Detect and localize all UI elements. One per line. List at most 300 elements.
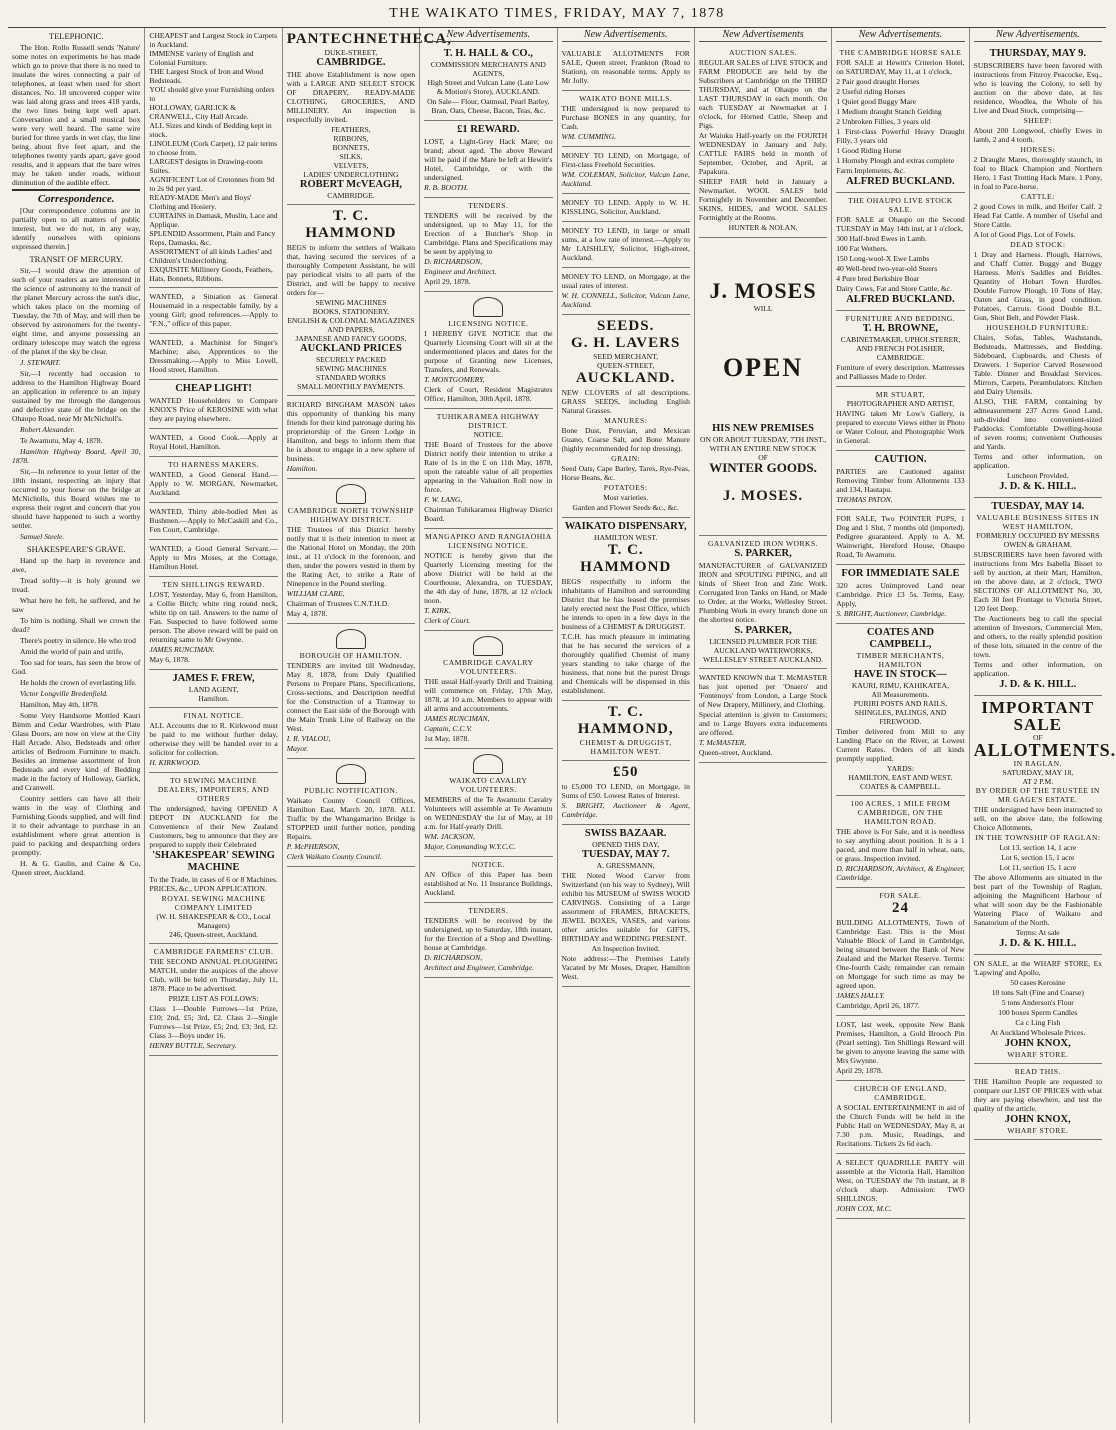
- caution-body: PARTIES are Cautioned against Removing Timber from Allotments 133 and 134, Hautapu.: [836, 467, 965, 494]
- chemist-role: CHEMIST & DRUGGIST,: [579, 738, 672, 747]
- sewing-address: 246, Queen-street, Auckland.: [169, 930, 258, 939]
- iron-heading: GALVANIZED IRON WORKS.: [707, 539, 819, 548]
- harness-ad: [149, 457, 277, 503]
- caution-heading: CAUTION.: [874, 454, 927, 465]
- wanted-machinist: WANTED, a Machinist for Singer's Machine; also, Apprentices to the Dressmaking.—Apply to Miss Lovell, Hood street, Hamilton.: [149, 338, 278, 374]
- browne-ad: [836, 311, 964, 387]
- pointers-ad: [836, 510, 964, 565]
- acrostic-line: CURTAINS in Damask, Muslin, Lace and Applique.: [149, 211, 278, 229]
- raglan-terms: Terms: At sale: [1015, 928, 1060, 937]
- pantech-title: PANTECHNETHECA,: [286, 31, 452, 47]
- wanted-ad: [149, 288, 277, 334]
- fifty-body: to £5,000 TO LEND, on Mortgage, in Sums of £50. Lowest Rates of Interest.: [561, 782, 690, 800]
- wanted-ad: [149, 429, 277, 457]
- iron-street: WELLESLEY STREET AUCKLAND.: [703, 655, 824, 664]
- ohaupo-item: 100 Fat Wethers.: [836, 244, 888, 253]
- acrostic-line: CHEAPEST and Largest Stock in Carpets in Auckland.: [149, 31, 278, 49]
- wharf-role: WHARF STORE.: [1007, 1050, 1069, 1059]
- bone-heading: WAIKATO BONE MILLS.: [579, 94, 673, 103]
- stuart-heading: MR STUART,: [875, 390, 925, 399]
- church-heading: CHURCH OF ENGLAND, CAMBRIDGE.: [854, 1084, 947, 1102]
- coates-woods: KAURI, RIMU, KAHIKATEA,: [851, 681, 950, 690]
- chemist-name: T. C. HAMMOND,: [577, 704, 674, 737]
- acrostic-line: LINOLEUM (Cork Carpet), 12 pair terms to choose from.: [149, 139, 278, 157]
- raglan-sale-ad: [973, 696, 1116, 955]
- pointers-body: FOR SALE, Two POINTER PUPS, 1 Dog and 1 Slut, 7 months old (imported). Pedigree guaranteed. Apply to A. M. Wainwright, Hereford House, Ohaupo Road, Te Awamutu.: [836, 514, 965, 559]
- coates-body: Timber delivered from Mill to any Landing Place on the River, at Lowest Current Rates. Orders of all kinds promptly supplied.: [836, 727, 965, 763]
- crest-icon: [473, 754, 503, 774]
- cavalry-body: THE usual Half-yearly Drill and Training will commence on Friday, 17th May, 1878, at 10 a.m. Members to appear with all arms and accoutrements.: [424, 677, 553, 713]
- tuhikaramea-heading: TUHIKARAMEA HIGHWAY DISTRICT.: [436, 412, 540, 430]
- poem-line: Tread softly—it is holy ground we tread.: [12, 576, 141, 594]
- horse-body: FOR SALE at Hewitt's Criterion Hotel, on SATURDAY, May 11, at 1 o'clock,: [836, 58, 965, 76]
- wanted-cook: WANTED, a Good Cook.—Apply at Royal Hotel, Hamilton.: [149, 433, 278, 451]
- allotments-ad: [562, 45, 690, 91]
- public-body: Waikato County Council Offices, Hamilton East, March 20, 1878. ALL Traffic by the Whangamarino Bridge is STOPPED until further notice, pending Repairs.: [286, 796, 416, 841]
- column-1: [8, 28, 145, 1423]
- roads-signature: Robert Alexander.: [20, 425, 75, 434]
- quadrille-body: A SELECT QUADRILLE PARTY will assemble at the Victoria Hall, Hamilton West, on TUESDAY the 7th instant, at 8 o'clock sharp. Admission: TWO SHILLINGS.: [836, 1158, 965, 1203]
- bone-signature: WM. CUMMING.: [561, 132, 617, 141]
- ohaupo-body: FOR SALE at Ohaupo on the Second TUESDAY in May 14th inst, at 1 o'clock,: [836, 215, 965, 233]
- tuesday-sale-ad: [974, 498, 1102, 696]
- money-ad: [562, 147, 690, 194]
- crest-icon: [336, 629, 366, 649]
- frew-role: LAND AGENT,: [188, 685, 239, 694]
- money-body: MONEY TO LEND, on Mortgage, at the usual rates of interest.: [561, 272, 690, 290]
- chemist-place: HAMILTON WEST.: [590, 747, 661, 756]
- tenders-role: Engineer and Architect.: [424, 267, 497, 276]
- thursday-sale-ad: [974, 45, 1102, 498]
- licensing-heading: LICENSING NOTICE.: [448, 319, 529, 328]
- tuesday-sub: FORMERLY OCCUPIED BY MESSRS OWEN & GRAHAM.: [976, 531, 1100, 549]
- ohaupo-heading: THE OHAUPO LIVE STOCK SALE.: [848, 196, 953, 214]
- crest-icon: [336, 764, 366, 784]
- farmers-club-ad: [149, 944, 277, 1056]
- mcveagh-town: CAMBRIDGE.: [327, 191, 375, 200]
- swiss-bazaar-ad: [562, 825, 690, 987]
- tuesday-terms: Terms and other information, on application.: [973, 660, 1102, 678]
- money-body: MONEY TO LEND, on Mortgage, of First-class Freehold Securities.: [561, 151, 690, 169]
- raglan-body-2: The above Allotments are situated in the best part of the Township of Raglan, adjoining the Magnificent Harbour of what will soon day be the Fashionable Watering Place of Waikato and Sanatorium of the North.: [973, 873, 1102, 927]
- lost-date: April 29, 1878.: [836, 1066, 883, 1075]
- iron-name-2: S. PARKER,: [734, 625, 792, 636]
- church-body: A SOCIAL ENTERTAINMENT in aid of the Church Funds will be held in the Public Hall on WEDNESDAY, May 8, at 7.30 p.m. Music, Readings, and Recitations. Tickets 2s 6d each.: [836, 1103, 965, 1148]
- horse-item: 2 Useful riding Horses: [836, 87, 906, 96]
- seeds-merchant-name: G. H. LAVERS: [571, 335, 681, 351]
- forsale-heading: FOR SALE.: [879, 891, 922, 900]
- browne-place: CAMBRIDGE.: [876, 353, 925, 362]
- mason-place: Hamilton.: [286, 464, 318, 473]
- mangapiko-body: NOTICE is hereby given that the Quarterly Licensing meeting for the above District will be held at the Courthouse, Alexandra, on TUESDAY, the 4th day of June, 1878, at 12 o'clock noon.: [424, 551, 553, 605]
- cheap-light-ad: [149, 380, 277, 429]
- crest-icon: [336, 484, 366, 504]
- wanted-housemaid: WANTED, a Situation as General Housemaid in a respectable family, by a young Girl; good references.—Apply to "F.N.," office of this paper.: [149, 292, 278, 328]
- reward-signature: R. B. BOOTH.: [424, 183, 469, 192]
- moses-date: ON OR ABOUT TUESDAY, 7TH INST.,: [699, 435, 827, 444]
- column-heading: New Advertisements.: [974, 28, 1102, 42]
- acrostic-line: EXQUISITE Millinery Goods, Feathers, Hats, Bonnets, Ribbons.: [149, 265, 273, 283]
- hammond-line: SMALL MONTHLY PAYMENTS.: [297, 382, 405, 391]
- dispensary-place: HAMILTON WEST.: [593, 533, 658, 542]
- furniture-heading: HOUSEHOLD FURNITURE:: [986, 323, 1090, 332]
- pantech-item: LADIES' UNDERCLOTHING: [303, 170, 399, 179]
- hall-sale: On Sale— Flour, Oatmeal, Pearl Barley, Bran, Oats, Cheese, Bacon, Teas, &c.: [427, 97, 550, 115]
- mcmaster-special: Special attention is given to Customers; and to Large Buyers extra inducements are offered.: [698, 710, 828, 737]
- mcmaster-signature: T. McMASTER,: [698, 738, 747, 747]
- acrostic-line: SPLENDID Assortment, Plain and Fancy Reps, Damasks, &c.: [149, 229, 276, 247]
- mangapiko-role: Clerk of Court.: [424, 616, 471, 625]
- ohaupo-item: 40 Well-bred two-year-old Steers: [836, 264, 938, 273]
- moses-name: J. MOSES: [709, 278, 817, 303]
- tenders-ad: [424, 198, 552, 292]
- horse-item: 1 Medium draught Stanch Gelding: [836, 107, 942, 116]
- iron-body: MANUFACTURER of GALVANIZED IRON and SPOUTING PIPING, and all kinds of Sheet Iron and Zinc Work. Corrugated Iron Tanks on Hand, or Made to Order, at the Works, Wellesley Street. Plumbing Work in every branch done on the shortest notice.: [698, 561, 828, 624]
- tuhikaramea-ad: [424, 409, 552, 529]
- columns: [8, 28, 1116, 1423]
- farmers-prizes: Class 1—Double Furrows—1st Prize, £10; 2nd, £5; 3rd, £2. Class 2—Single Furrows—1st Prize, £5; 2nd, £3; 3rd, £2. Class 3—Boys under 16.: [149, 1004, 278, 1040]
- sheep-body: About 200 Longwool, chiefly Ewes in lamb, 2 and 4 tooth.: [973, 126, 1102, 144]
- hammond-line: SEWING MACHINES: [315, 298, 387, 307]
- board-place: Hamilton Highway Board, April 30, 1878.: [12, 447, 141, 465]
- frew-ad: [149, 670, 277, 708]
- kauri-notice: Some Very Handsome Mottled Kauri Bimm and Cedar Wardrobes, with Plate Glass Doors, are now on view at the City Hall Arcade. Also, Bedsteads and other articles of Bedroom Furniture to match. Besides an immense assortment of Iron Bedsteads and every kind of Bedding made in the factory of Holloway, Garlick, and Cranwell.: [12, 711, 141, 792]
- auction-signature: HUNTER & NOLAN.: [728, 223, 798, 232]
- borough-role: Mayor.: [286, 744, 309, 753]
- moses-will: WILL: [753, 304, 773, 313]
- poem-line: Hand up the harp in reverence and awe,: [12, 556, 141, 574]
- transit-signature: J. STEWART.: [20, 358, 61, 367]
- telephonic-body: The Hon. Rollo Russell sends 'Nature' some notes on experiments he has made which go to prove that there is no need to insulate the wires connecting a pair of telephones, at least when used for short distances. No. 18 uncovered copper wire was laid along grass and trees 418 yards, the two lines being kept well apart. Conversation and a small musical box were very well heard. The same wire buried for three yards in wet clay, the line being about five feet apart, and the telephones twenty yards apart, gave good results, and it appears that the bare wires may be taken under roads, without diminution of the audible effect.: [12, 43, 141, 187]
- moses-open: OPEN: [722, 353, 804, 382]
- horses-body: 2 Draught Mares, thoroughly staunch, in foal to Black Champion and Northern Hero. 1 Fast Trotting Hack Mare. 1 Pony, in foal to Pace-horse.: [973, 155, 1102, 191]
- coates-stock: HAVE IN STOCK—: [853, 669, 947, 680]
- crest-icon: [473, 636, 503, 656]
- country-notice: Country settlers can have all their wants in the way of Clothing and Furnishing Goods supplied, and will find it to their advantage to purchase in an establishment where great attention is paid to packing and despatching orders promptly.: [12, 794, 141, 857]
- fifty-amount: £50: [612, 764, 639, 780]
- moses-with: WITH AN ENTIRE NEW STOCK: [709, 444, 817, 453]
- wanted-ad: [149, 334, 277, 380]
- tenders2-heading: TENDERS.: [468, 906, 509, 915]
- ohaupo-item: 150 Long-wool-X Ewe Lambs: [836, 254, 930, 263]
- mangapiko-signature: T. KIRK,: [424, 606, 451, 615]
- poem-line: To him is nothing. Shall we crown the dead?: [12, 616, 141, 634]
- reward-heading: £1 REWARD.: [457, 124, 520, 135]
- licensing-body: I HEREBY GIVE NOTICE that the Quarterly Licensing Court will sit at the undermentioned places and dates for the purpose of Granting new Licenses, Transfers, and Renewals.: [424, 329, 553, 374]
- money-signature: WM. COLEMAN, Solicitor, Vulcan Lane, Auckland.: [561, 170, 690, 188]
- money-body: MONEY TO LEND. Apply to W. H. KISSLING, Solicitor, Auckland.: [561, 198, 690, 216]
- fifty-signature: S. BRIGHT, Auctioneer & Agent, Cambridge.: [561, 801, 690, 819]
- wharf-store-ad: [974, 955, 1102, 1064]
- sewing-heading: TO SEWING MACHINE DEALERS, IMPORTERS, AND OTHERS: [157, 776, 270, 803]
- stuart-ad: [836, 387, 964, 451]
- seeds-ad: [562, 315, 690, 518]
- dead-stock-body: 1 Dray and Harness. Plough, Harrows, and Chaff Cutter. Buggy and Buggy Harness. Men's Saddles and Bridles. Quantity of Hobart Town Hurdles. Double Furrow Plough. 10 Tons of Hay, Oaten and Grass, in good condition. Potatoes, Carrots. Good Double B.L. Gun, Shot Belt, and Powder Flask.: [973, 250, 1102, 322]
- acrostic-line: ALL Sizes and kinds of Bedding kept in stock.: [149, 121, 272, 139]
- fifty-pound-ad: [562, 761, 690, 825]
- farmers-signature: HENRY BUTTLE, Secretary.: [149, 1041, 237, 1050]
- sewing-terms: To the Trade, in cases of 6 or 8 Machines. PRICES, &c., UPON APPLICATION.: [149, 875, 278, 893]
- wharf-item: 5 tons Anderson's Flour: [1001, 998, 1074, 1007]
- quadrille-ad: [836, 1154, 964, 1219]
- dead-stock-heading: DEAD STOCK:: [1010, 240, 1066, 249]
- browne-role: CABINETMAKER, UPHOLSTERER, AND FRENCH POLISHER,: [840, 335, 961, 353]
- column-heading: New Advertisements: [699, 28, 827, 42]
- cattle-heading: CATTLE:: [1020, 192, 1055, 201]
- manures-body: Bone Dust, Peruvian, and Mexican Guano, Coarse Salt, and Bone Manure (highly recommended for top dressing).: [561, 426, 690, 453]
- coates-role: TIMBER MERCHANTS,: [856, 651, 945, 660]
- thursday-heading: THURSDAY, MAY 9.: [989, 48, 1087, 59]
- cavalry-date: 1st May, 1878.: [424, 734, 470, 743]
- column-6: [695, 28, 832, 1423]
- township-heading: CAMBRIDGE NORTH TOWNSHIP HIGHWAY DISTRICT.: [287, 506, 414, 524]
- wharf-heading: ON SALE, at the WHARF STORE, Ex 'Lapwing' and Apollo,: [973, 959, 1102, 977]
- board-letter: Sir,—In reference to your letter of the 18th instant, respecting an injury that occurred to your horse on the bridge at McNicholls, this Board wishes me to express their regret and concern that you should have happened to such a worthy settler.: [12, 467, 141, 530]
- notice-body: AN Office of this Paper has been established at No. 11 Insurance Buildings, Auckland.: [424, 870, 553, 897]
- iron-name: S. PARKER,: [734, 548, 792, 559]
- bone-body: THE undersigned is now prepared to Purchase BONES in any quantity, for Cash.: [561, 104, 690, 131]
- read-body: THE Hamilton People are requested to compare our LIST OF PRICES with what they are paying elsewhere, and test the quality of the article.: [973, 1077, 1102, 1113]
- church-ad: [836, 1081, 964, 1154]
- tuhikaramea-role: Chairman Tuhikaramea Highway District Board.: [424, 505, 553, 523]
- hammond-line: BOOKS, STATIONERY,: [312, 307, 390, 316]
- moses-goods: WINTER GOODS.: [709, 460, 817, 475]
- column-2: [145, 28, 282, 1423]
- waikato-cavalry-ad: [424, 749, 552, 857]
- final-notice-signature: H. KIRKWOOD.: [149, 758, 201, 767]
- pantech-town: CAMBRIDGE.: [316, 57, 386, 68]
- seeds-heading: SEEDS.: [597, 318, 655, 334]
- raglan-place: IN RAGLAN.: [1013, 759, 1063, 768]
- poem-line: What here he felt, he suffered, and he saw: [12, 596, 141, 614]
- farm-body: ALSO, THE FARM, containing by admeasurement 237 Acres Good Land, sub-divided into convenient-sized Paddocks. Comfortable Dwelling-house of seven rooms; convenient Outhouses and Yards.: [973, 397, 1102, 451]
- dispensary-name: T. C. HAMMOND: [580, 542, 672, 575]
- pantech-item: RIBBONS,: [333, 134, 369, 143]
- column-heading: New Advertisements.: [562, 28, 690, 42]
- hammond-line: JAPANESE AND FANCY GOODS,: [295, 334, 407, 343]
- sewing-machine-ad: [149, 773, 277, 944]
- iron-role-2: LICENSED PLUMBER FOR THE AUCKLAND WATERWORKS,: [709, 637, 817, 655]
- tenders-heading: TENDERS.: [468, 201, 509, 210]
- money-body: MONEY TO LEND, in large or small sums, at a low rate of interest.—Apply to Mr LAISHLEY, Solicitor, High-street, Auckland.: [561, 226, 690, 262]
- stuart-body: HAVING taken Mr Low's Gallery, is prepared to execute Views either in Photo or Water Colour, and Photographic Work in General.: [836, 409, 965, 445]
- coates-also: PURIRI POSTS AND RAILS, SHINGLES, PALINGS, AND FIREWOOD.: [853, 699, 948, 726]
- read-role: WHARF STORE.: [1007, 1126, 1069, 1135]
- stuart-role: PHOTOGRAPHER AND ARTIST,: [846, 399, 955, 408]
- poem-heading: SHAKESPEARE'S GRAVE.: [26, 544, 126, 554]
- acres-heading: 100 ACRES, 1 MILE FROM CAMBRIDGE, ON THE HAMILTON ROAD.: [850, 799, 951, 826]
- acrostic-line: THE Largest Stock of Iron and Wood Bedsteads.: [149, 67, 264, 85]
- seeds-street: QUEEN-STREET,: [596, 361, 655, 370]
- raglan-lot: Lot 13, section 14, 1 acre: [999, 843, 1077, 852]
- tenders-ad: [424, 903, 552, 978]
- cheap-light-heading: CHEAP LIGHT!: [175, 383, 252, 394]
- board-signature: Samuel Steele.: [20, 532, 65, 541]
- money-ad: [562, 268, 690, 315]
- furniture-body: Chairs, Sofas, Tables, Washstands, Bedsteads, Mattresses, and Bedding. Sideboard, Cupboards, and Chests of Drawers. 1 Superior Carved Rosewood Table. Dinner and Breakfast Services. Mirrors, Carpets, Perambulators. Kitchen and Dairy Utensils.: [973, 333, 1102, 396]
- mcveagh-name: ROBERT McVEAGH,: [299, 179, 402, 190]
- tuhikaramea-signature: F. W. LANG,: [424, 495, 463, 504]
- poem-line: He holds the crown of everlasting life.: [20, 678, 137, 687]
- telephonic-heading: TELEPHONIC.: [48, 31, 104, 41]
- final-notice-heading: FINAL NOTICE.: [183, 711, 244, 720]
- correspondence-note: [Our correspondence columns are in partially open to all matters of public interest, but we do not, in any way, identify ourselves with opinions expressed therein.]: [12, 206, 141, 251]
- bazaar-sub: OPENED THIS DAY,: [592, 840, 660, 849]
- seeds-body: NEW CLOVERS of all descriptions. GRASS SEEDS, including English Natural Grasses.: [561, 388, 690, 415]
- grain-body: Seed Oats, Cape Barley, Tares, Rye-Peas, Horse Beans, &c.: [561, 464, 690, 482]
- grain-heading: GRAIN:: [611, 454, 641, 463]
- bazaar-heading: SWISS BAZAAR.: [584, 828, 667, 839]
- wharf-item: 100 boxes Sperm Candles: [998, 1008, 1078, 1017]
- dispensary-body: BEGS respectfully to inform the inhabitants of Hamilton and surrounding District that he has leased the premises lately erected next the Post Office, which he intends to open in a few days in the business of a CHEMIST & DRUGGIST.: [561, 577, 690, 631]
- hammond-name: T. C. HAMMOND: [305, 208, 397, 241]
- roads-letter: Sir,—I recently had occasion to address to the Hamilton Highway Board an application in reference to an injury sustained by me through the dangerous and defective state of the bridge on the Ohaupo Road, near Mr McNicholl's.: [12, 369, 141, 423]
- pantech-item: FEATHERS,: [331, 125, 371, 134]
- column-5: [558, 28, 695, 1423]
- moses-of: OF: [758, 453, 768, 462]
- auction-body-2: At Waiuku Half-yearly on the FOURTH WEDNESDAY in January and July. CATTLE FAIRS held in month of September, October, and April, at Papakura.: [698, 131, 828, 176]
- forsale-number: 24: [891, 900, 909, 916]
- tenders-body: TENDERS will be received by the undersigned, up to May 11, for the Erection of a Butcher's Shop in Cambridge. Plans and Specifications may be seen by applying to: [424, 211, 553, 256]
- auction-body-3: SHEEP FAIR held in January a Newmarket. WOOL SALES held Fortnightly in November and December. SKINS, HIDES, and WOOL SALES Fortnightly at the Rooms.: [698, 177, 828, 222]
- auction-ad: [699, 45, 827, 238]
- poem-line: Amid the world of pain and strife,: [20, 647, 124, 656]
- final-notice-body: ALL Accounts due to R. Kirkwood must be paid to me without further delay, otherwise they will be handed over to a solicitor for collection.: [149, 721, 278, 757]
- poem-place: Hamilton, May 4th, 1878.: [20, 700, 99, 709]
- cavalry-role: Captain, C.C.V.: [424, 724, 472, 733]
- tuesday-signature: J. D. & K. HILL.: [999, 679, 1077, 690]
- thursday-lunch: Luncheon Provided.: [1007, 471, 1069, 480]
- mcmaster-body: WANTED KNOWN that T. McMASTER has just opened per 'Onaero' and 'Fontenoys' from London, a Large Stock of New Drapery, Millinery, and Clothing.: [698, 673, 828, 709]
- mangapiko-ad: [424, 529, 552, 631]
- coates-sizes: All Measurements.: [871, 690, 930, 699]
- holloway-acrostic-ad: [149, 28, 277, 288]
- bazaar-name: A. GRESSMANN,: [596, 861, 655, 870]
- ohaupo-signature: ALFRED BUCKLAND.: [846, 294, 955, 305]
- coates-place: HAMILTON: [878, 660, 923, 669]
- moses-signature: J. MOSES.: [722, 488, 804, 504]
- poem-line: Too sad for tears, has seen the brow of God.: [12, 658, 141, 676]
- ohaupo-item: Dairy Cows, Fat and Store Cattle, &c.: [836, 284, 953, 293]
- farmers-prize-heading: PRIZE LIST AS FOLLOWS:: [168, 994, 259, 1003]
- pantech-item: BONNETS,: [332, 143, 370, 152]
- tenders2-role: Architect and Engineer, Cambridge.: [424, 963, 534, 972]
- quadrille-signature: JOHN COX, M.C.: [836, 1204, 892, 1213]
- money-signature: W. H. CONNELL, Solicitor, Vulcan Lane, Auckland.: [561, 291, 690, 309]
- moses-ad: [699, 238, 827, 536]
- office-notice-ad: [424, 857, 552, 903]
- roads-place: Te Awamutu, May 4, 1878.: [20, 436, 103, 445]
- hall-ad: [424, 45, 552, 121]
- acrostic-line: IMMENSE variety of English and Colonial Furniture.: [149, 49, 254, 67]
- farmers-body: THE SECOND ANNUAL PLOUGHING MATCH, under the auspices of the above Club, will be held on Thursday, July 11, 1878. Place to be advertised.: [149, 957, 278, 993]
- acrostic-line: AGNIFICENT Lot of Cretonnes from 9d to 2s 9d per yard.: [149, 175, 275, 193]
- cavalry-ad: [424, 631, 552, 749]
- hall-name: T. H. HALL & CO.,: [443, 48, 533, 59]
- caution-ad: [836, 451, 964, 510]
- browne-name: T. H. BROWNE,: [862, 323, 939, 334]
- allotments-body: VALUABLE ALLOTMENTS FOR SALE, Queen street, Frankton (Road to Station), on reasonable terms. Apply to Mr Jolly.: [561, 49, 690, 85]
- township-signature: WILLIAM CLARE,: [286, 589, 345, 598]
- coates-yards-heading: YARDS:: [886, 764, 914, 773]
- bone-mills-ad: [562, 91, 690, 147]
- wharf-item: Ca c Ling Fish: [1015, 1018, 1061, 1027]
- raglan-order: BY ORDER OF THE TRUSTEE IN MR GAGE'S ESTATE.: [975, 786, 1100, 804]
- bazaar-date: TUESDAY, MAY 7.: [581, 849, 670, 860]
- lost-body: LOST, last week, opposite New Bank Premises, Hamilton, a Gold Brooch Pin (Pearl setting). Ten Shillings Reward will be given to anyone leaving the same with Mrs Gwynne.: [836, 1020, 965, 1065]
- correspondence-title: Correspondence.: [37, 193, 115, 205]
- read-heading: READ THIS.: [1014, 1067, 1061, 1076]
- forsale-signature: JAMES HALLY.: [836, 991, 885, 1000]
- tuesday-body: SUBSCRIBERS have been favored with instructions from Mrs Isabella Bisset to sell by auction, at their Mart, Hamilton, on the above date, at 2 o'clock, TWO SECTIONS OF ALLOTMENT No. 30, Each 30 feet Frontage to Victoria Street, 120 feet Deep.: [973, 550, 1102, 613]
- moses-premises: HIS NEW PREMISES: [712, 423, 815, 434]
- immediate-body: 320 acres Unimproved Land near Cambridge. Price £3 5s. Terms, Easy. Apply,: [836, 581, 965, 608]
- horse-item: 1 Hornsby Plough and extras complete: [836, 156, 955, 165]
- wanted-servant: WANTED, a Good General Servant.—Apply to Mrs Moses, at the Cottage, Hamilton Hotel.: [149, 544, 278, 571]
- farmers-heading: CAMBRIDGE FARMERS' CLUB.: [153, 947, 274, 956]
- auction-body: REGULAR SALES of LIVE STOCK and FARM PRODUCE are held by the Subscribers at Cambridge on the THIRD THURSDAY, and at Ohaupo on the LAST THURSDAY in each month. On each TUESDAY at Newmarket at 1 o'clock, for Horned Cattle, Sheep and Pigs.: [698, 58, 828, 130]
- browne-heading: FURNITURE AND BEDDING.: [845, 314, 956, 323]
- wharf-note: At Auckland Wholesale Prices.: [990, 1028, 1086, 1037]
- borough-signature: I. R. VIALOU,: [286, 734, 331, 743]
- tuesday-heading: TUESDAY, MAY 14.: [991, 501, 1085, 512]
- wharf-item: 50 cases Kerosine: [1010, 978, 1066, 987]
- raglan-body: THE undersigned have been instructed to sell, on the above date, the following Choice Allotments,: [973, 805, 1102, 832]
- reward-date: May 6, 1878.: [149, 655, 190, 664]
- tuesday-title: VALUABLE BUSINESS SITES IN WEST HAMILTON,: [976, 513, 1100, 531]
- frew-place: Hamilton.: [198, 694, 229, 703]
- hall-role: COMMISSION MERCHANTS AND AGENTS,: [430, 60, 546, 78]
- dispensary-ad: [562, 518, 690, 701]
- cattle-body: 2 good Cows in milk, and Heifer Calf. 2 Head Fat Cattle. A number of Useful and Store Cattle.: [973, 202, 1102, 229]
- acres-body: THE above is For Sale, and it is needless to say anything about position. It is a 1 paced, and more than half in wheat, oats, or grass. Inspection invited.: [836, 827, 965, 863]
- ohaupo-item: 300 Half-bred Ewes in Lamb.: [836, 234, 927, 243]
- ohaupo-item: 4 Pure bred Berkshire Boar: [836, 274, 920, 283]
- wharf-item: 10 tons Salt (Fine and Coarse): [991, 988, 1084, 997]
- licensing-ad: [424, 292, 552, 409]
- tuhikaramea-sub: NOTICE.: [473, 430, 504, 439]
- borough-heading: BOROUGH OF HAMILTON.: [299, 651, 403, 660]
- hall-address: High Street and Vulcan Lane (Late Low & Motion's Store), AUCKLAND.: [427, 78, 550, 96]
- pigs-body: A lot of Good Pigs. Lot of Fowls.: [973, 230, 1076, 239]
- hammond-line: SECURELY PACKED: [316, 355, 386, 364]
- immediate-signature: S. BRIGHT, Auctioneer, Cambridge.: [836, 609, 947, 618]
- wanted-ad: [149, 540, 277, 577]
- horse-sale-ad: [836, 45, 964, 193]
- horse-item: 1 First-class Powerful Heavy Draught Filly, 3 years old: [836, 127, 965, 145]
- horse-item: 2 Pair good draught Horses: [836, 77, 920, 86]
- harness-heading: TO HARNESS MAKERS.: [168, 460, 260, 469]
- acres-signature: D. RICHARDSON, Architect, & Engineer, Cambridge.: [836, 864, 965, 882]
- waikato-cavalry-body: MEMBERS of the Te Awamutu Cavalry Volunteers will assemble at Te Awamutu on WEDNESDAY the 1st of May, at 10 a.m. for Half-yearly Drill.: [424, 795, 553, 831]
- pantech-body: THE above Establishment is now open with a LARGE AND SELECT STOCK OF DRAPERY, READY-MADE CLOTHING, GROCERIES, AND MILLINERY. An inspection is respectfully invited.: [286, 70, 416, 124]
- money-ad: [562, 222, 690, 268]
- township-role: Chairman of Trustees C.N.T.H.D.: [286, 599, 390, 608]
- public-signature: P. McPHERSON,: [286, 842, 340, 851]
- township-ad: [287, 479, 415, 624]
- hammond-line: ENGLISH & COLONIAL MAGAZINES AND PAPERS,: [287, 316, 415, 334]
- hammond-body: BEGS to inform the settlers of Waikato that, having secured the services of a thoroughly Competent Assistant, he will pay periodical visits to all parts of the District, and will be happy to receive orders for—: [286, 243, 416, 297]
- township-date: May 4, 1878.: [286, 609, 328, 618]
- notice-heading: NOTICE.: [471, 860, 505, 869]
- raglan-lot: Lot 11, section 15, 1 acre: [999, 863, 1077, 872]
- bazaar-inspect: An Inspection Invited.: [591, 944, 660, 953]
- waikato-cavalry-role: Major, Commanding W.Y.C.C.: [424, 842, 516, 851]
- money-ad: [562, 194, 690, 222]
- cavalry-heading: CAMBRIDGE CAVALRY VOLUNTEERS.: [443, 658, 534, 676]
- acrostic-line: READY-MADE Men's and Boys' Clothing and Hosiery.: [149, 193, 252, 211]
- country-signature: H. & G. Gaulin, and Caine & Co, Queen street, Auckland.: [12, 859, 141, 877]
